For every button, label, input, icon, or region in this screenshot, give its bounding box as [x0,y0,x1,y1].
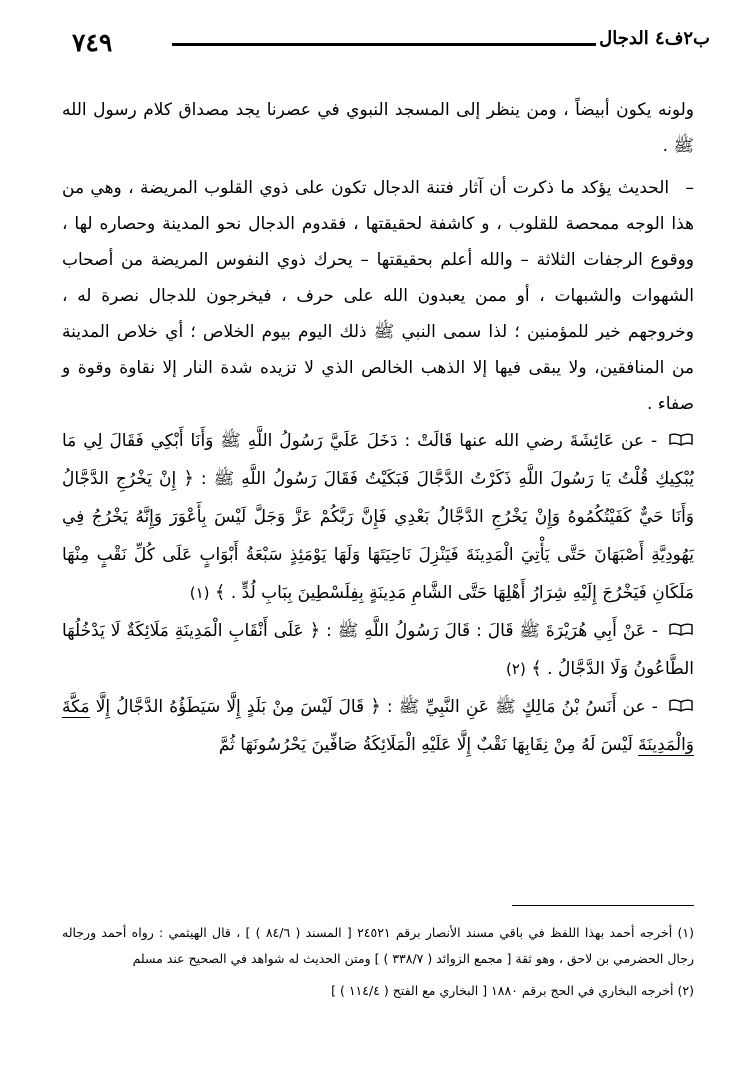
footnote-2: (٢) أخرجه البخاري في الحج برقم ١٨٨٠ [ البخاري مع الفتح ( ١١٤/٤ ) ] [331,983,694,998]
paragraph-dash: – [685,178,695,198]
header-rule [172,43,596,46]
paragraph-2 [62,170,694,422]
footnote-ref-2: (٢) [506,660,526,678]
running-title: ب٢ف٤ الدجال [599,28,710,49]
body-text [62,92,694,764]
quote-open: ﴿ [309,620,321,641]
hadith-2-intro: - عَنْ أَبِي هُرَيْرَةَ ﷺ قَالَ : قَالَ رَسُولُ اللَّهِ ﷺ : [326,621,659,641]
hadith-3-underlined: مَكَّةَ وَالْمَدِينَةَ [62,697,694,755]
footnote-1: (١) أخرجه أحمد بهذا اللفظ في باقي مسند الأنصار برقم ٢٤٥٢١ [ المسند ( ٨٤/٦ ) ] ، قال الهيثمي : رواه أحمد ورجاله رجال الحضرمي بن لاحق ، وهو ثقة [ مجمع الزوائد ( ٣٣٨/٧ ) ] ومتن الحديث له شواهد في الصحيح عند مسلم [62,925,695,966]
open-book-icon [668,688,694,726]
footnote-rule [512,905,694,906]
open-book-icon [668,612,694,650]
hadith-3-intro: - عن أَنَسُ بْنُ مَالِكٍ ﷺ عَنِ النَّبِيِّ ﷺ : [386,697,658,717]
hadith-1-intro: - عن عَائِشَةَ رضي الله عنها قَالَتْ : دَخَلَ عَلَيَّ رَسُولُ اللَّهِ ﷺ وَأَنَا أَبْكِي فَقَالَ لِي مَا يُبْكِيكِ قُلْتُ يَا رَسُولَ اللَّهِ ذَكَرْتُ الدَّجَّالَ فَبَكَيْتُ فَقَالَ رَسُولُ اللَّهِ ﷺ : [62,431,695,489]
hadith-1-text: إِنْ يَخْرُجِ الدَّجَّالُ وَأَنَا حَيٌّ كَفَيْتُكُمُوهُ وَإِنْ يَخْرُجِ الدَّجَّالُ بَعْدِي فَإِنَّ رَبَّكُمْ عَزَّ وَجَلَّ لَيْسَ بِأَعْوَرَ وَإِنَّهُ يَخْرُجُ فِي يَهُودِيَّةِ أَصْبَهَانَ حَتَّى يَأْتِيَ الْمَدِينَةَ فَيَنْزِلَ نَاحِيَتَهَا وَلَهَا يَوْمَئِذٍ سَبْعَةُ أَبْوَابٍ عَلَى كُلِّ نَقْبٍ مِنْهَا مَلَكَانِ فَيَخْرُجَ إِلَيْهِ شِرَارُ أَهْلِهَا حَتَّى الشَّامِ مَدِينَةٍ بِفِلَسْطِينَ بِبَابِ لُدٍّ . [62,469,694,603]
hadith-3-text-a: قَالَ لَيْسَ مِنْ بَلَدٍ إِلَّا سَيَطَؤُهُ الدَّجَّالُ إِلَّا [95,697,365,717]
hadith-2 [62,612,694,688]
open-book-icon [668,422,694,460]
paragraph-1: ولونه يكون أبيضاً ، ومن ينظر إلى المسجد النبوي في عصرنا يجد مصداق كلام رسول الله ﷺ . [62,100,694,156]
hadith-3 [62,688,694,764]
hadith-1 [62,422,694,612]
footnotes [62,920,694,1010]
quote-close: ﴾ [214,582,226,603]
footnote-ref-1: (١) [189,584,210,602]
hadith-3-text-b: لَيْسَ لَهُ مِنْ نِقَابِهَا نَقْبٌ إِلَّا عَلَيْهِ الْمَلَائِكَةُ صَافِّينَ يَحْرُسُونَهَا ثُمَّ [218,735,633,755]
paragraph-2-text: الحديث يؤكد ما ذكرت أن آثار فتنة الدجال تكون على ذوي القلوب المريضة ، وهي من هذا الوجه ممحصة للقلوب ، و كاشفة لحقيقتها ، فقدوم الدجال نحو المدينة وحصاره لها ، ووقوع الرجفات الثلاثة – والله أعلم بحقيقتها – يحرك ذوي النفوس المريضة من أصحاب الشهوات والشبهات ، أو ممن يعبدون الله على حرف ، فيخرجون للدجال نصرة له ، وخروجهم خير للمؤمنين ؛ لذا سمى النبي ﷺ ذلك اليوم بيوم الخلاص ؛ أي خلاص المدينة من المنافقين، ولا يبقى فيها إلا الذهب الخالص الذي لا تزيده شدة النار إلا نقاوة وقوة و صفاء . [62,178,694,414]
page-number: ٧٤٩ [72,28,113,57]
quote-close: ﴾ [531,658,542,679]
page-header [60,28,710,58]
quote-open: ﴿ [183,468,194,489]
quote-open: ﴿ [370,696,381,717]
hadith-2-text: عَلَى أَنْقَابِ الْمَدِينَةِ مَلَائِكَةٌ لَا يَدْخُلُهَا الطَّاعُونُ وَلَا الدَّجَّالُ . [62,621,694,679]
